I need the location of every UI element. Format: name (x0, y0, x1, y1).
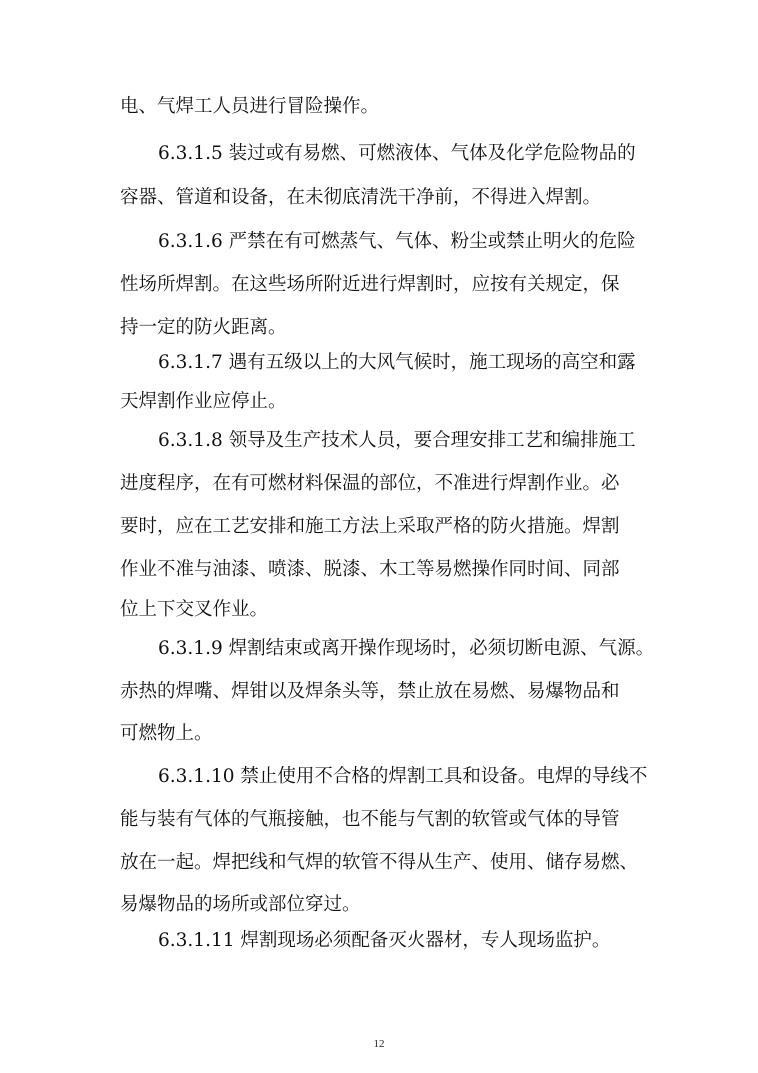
text-line: 性场所焊割。在这些场所附近进行焊割时，应按有关规定，保 (120, 274, 620, 295)
text-line: 电、气焊工人员进行冒险操作。 (120, 96, 380, 117)
text-line: 6.3.1.6 严禁在有可燃蒸气、气体、粉尘或禁止明火的危险 (158, 231, 636, 252)
text-line: 天焊割作业应停止。 (120, 391, 287, 412)
text-line: 6.3.1.5 装过或有易燃、可燃液体、气体及化学危险物品的 (158, 143, 636, 164)
text-line: 易爆物品的场所或部位穿过。 (120, 894, 361, 915)
text-line: 能与装有气体的气瓶接触，也不能与气割的软管或气体的导管 (120, 809, 620, 830)
text-line: 6.3.1.7 遇有五级以上的大风气候时，施工现场的高空和露 (158, 352, 636, 373)
text-line: 赤热的焊嘴、焊钳以及焊条头等，禁止放在易燃、易爆物品和 (120, 681, 620, 702)
text-line: 6.3.1.9 焊割结束或离开操作现场时，必须切断电源、气源。 (158, 638, 655, 659)
text-line: 6.3.1.8 领导及生产技术人员，要合理安排工艺和编排施工 (158, 430, 636, 451)
text-line: 位上下交叉作业。 (120, 599, 269, 620)
page-number: 12 (373, 1038, 385, 1050)
text-line: 放在一起。焊把线和气焊的软管不得从生产、使用、储存易燃、 (120, 852, 639, 873)
text-line: 进度程序，在有可燃材料保温的部位，不准进行焊割作业。必 (120, 473, 620, 494)
text-line: 6.3.1.10 禁止使用不合格的焊割工具和设备。电焊的导线不 (158, 766, 648, 787)
text-line: 容器、管道和设备，在未彻底清洗干净前，不得进入焊割。 (120, 187, 602, 208)
text-line: 要时，应在工艺安排和施工方法上采取严格的防火措施。焊割 (120, 516, 620, 537)
text-line: 6.3.1.11 焊割现场必须配备灭火器材，专人现场监护。 (158, 930, 611, 951)
text-line: 作业不准与油漆、喷漆、脱漆、木工等易燃操作同时间、同部 (120, 559, 620, 580)
text-line: 可燃物上。 (120, 723, 213, 744)
text-line: 持一定的防火距离。 (120, 317, 287, 338)
